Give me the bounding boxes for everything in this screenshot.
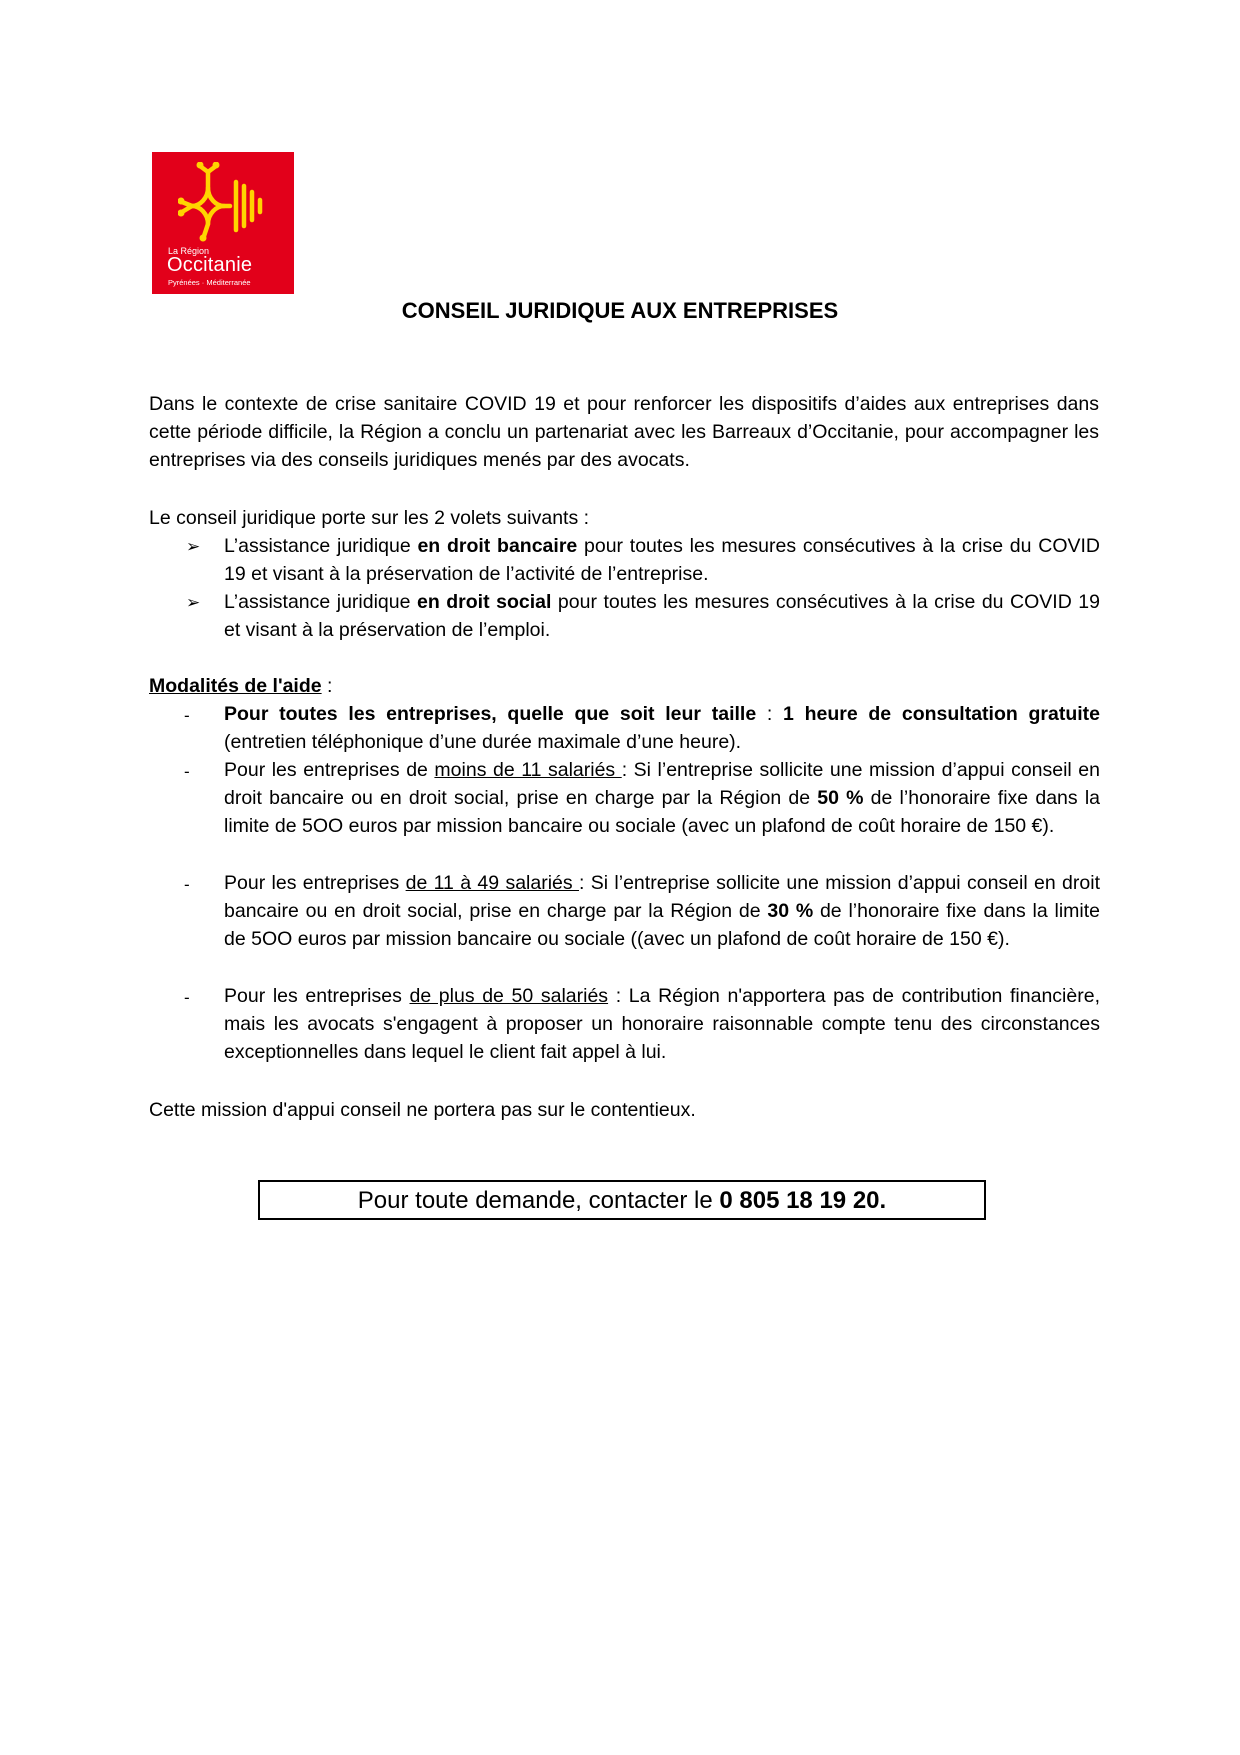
closing-paragraph: Cette mission d'appui conseil ne portera pas sur le contentieux. [149, 1099, 696, 1121]
dash-bullet: - [184, 706, 190, 725]
phone-number[interactable]: 0 805 18 19 20. [719, 1187, 887, 1214]
intro-paragraph: Dans le contexte de crise sanitaire COVID 19 et pour renforcer les dispositifs d’aides aux entreprises dans cette période difficile, la Région a conclu un partenariat avec les Barreaux d’Occitanie, pour accompagner les entreprises via des conseils juridiques menés par des avocats. [149, 393, 1099, 472]
occitan-cross-icon [178, 162, 268, 242]
list-item-text: L’assistance juridique en droit bancaire pour toutes les mesures consécutives à la crise du COVID 19 et visant à la préservation de l’activité de l’entreprise. [224, 535, 1100, 586]
arrow-bullet-icon: ➢ [186, 537, 201, 556]
list-item-text: Pour les entreprises de moins de 11 salariés : Si l’entreprise sollicite une mission d’appui conseil en droit bancaire ou en droit social, prise en charge par la Région de 50 % de l’honoraire fixe dans la limite de 5OO euros par mission bancaire ou sociale (avec un plafond de coût horaire de 150 €). [224, 759, 1100, 838]
dash-bullet: - [184, 988, 190, 1007]
dash-bullet: - [184, 762, 190, 781]
arrow-bullet-icon: ➢ [186, 593, 201, 612]
list-item-text: L’assistance juridique en droit social pour toutes les mesures consécutives à la crise du COVID 19 et visant à la préservation de l’emploi. [224, 591, 1100, 642]
region-occitanie-logo [152, 152, 294, 294]
list-item-text: Pour toutes les entreprises, quelle que soit leur taille : 1 heure de consultation gratuite (entretien téléphonique d’une durée maximale d’une heure). [224, 703, 1100, 754]
logo-line-pyrenees: Pyrénées · Méditerranée [168, 278, 251, 287]
list-item-text: Pour les entreprises de 11 à 49 salariés : Si l’entreprise sollicite une mission d’appui conseil en droit bancaire ou en droit social, prise en charge par la Région de 30 % de l’honoraire fixe dans la limite de 5OO euros par mission bancaire ou sociale ((avec un plafond de coût horaire de 150 €). [224, 872, 1100, 951]
page-title: CONSEIL JURIDIQUE AUX ENTREPRISES [401, 298, 839, 323]
logo-line-region: La Région [168, 246, 210, 256]
volets-lead: Le conseil juridique porte sur les 2 volets suivants : [149, 507, 590, 529]
dash-bullet: - [184, 875, 190, 894]
modalites-heading: Modalités de l'aide : [149, 675, 333, 697]
list-item-text: Pour les entreprises de plus de 50 salariés : La Région n'apportera pas de contribution financière, mais les avocats s'engagent à proposer un honoraire raisonnable compte tenu des circonstances exceptionnelles dans lequel le client fait appel à lui. [224, 985, 1100, 1064]
contact-box: Pour toute demande, contacter le 0 805 18 19 20. [258, 1180, 986, 1220]
logo-line-occitanie: Occitanie [167, 254, 253, 276]
